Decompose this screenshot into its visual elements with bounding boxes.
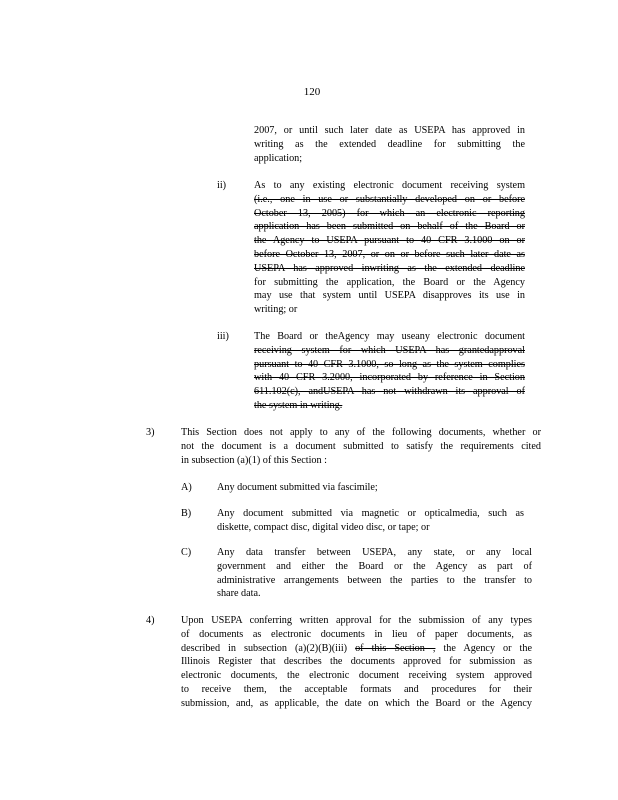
text-line: in subsection (a)(1) of this Section : xyxy=(181,454,327,466)
item-marker-ii: ii) xyxy=(217,180,227,191)
text-line: Any data transfer between USEPA, any state, or any local xyxy=(217,547,532,558)
struck-text-line: the system in writing. xyxy=(254,399,343,411)
text-line: writing as the extended deadline for submitting the xyxy=(254,138,525,150)
struck-text-line: October 13, 2005) for which an electronic reporting xyxy=(254,207,525,219)
text-line: to receive them, the acceptable formats and procedures for their xyxy=(181,683,532,695)
item-c-paragraph xyxy=(217,546,532,601)
page-number: 120 xyxy=(303,86,321,98)
item-marker-4: 4) xyxy=(146,615,155,626)
struck-text-line: with 40 CFR 3.2000, incorporated by reference in Section xyxy=(254,372,525,384)
struck-text-line: before October 13, 2007, or on or before such later date as xyxy=(254,248,525,260)
text-line: writing; or xyxy=(254,304,298,316)
text-line: administrative arrangements between the parties to the transfer to xyxy=(217,574,532,586)
text-run: described in subsection (a)(2)(B)(iii) xyxy=(181,642,348,654)
text-line: submission, and, as applicable, the date on which the Board or the Agency xyxy=(181,697,532,709)
item-a-paragraph xyxy=(217,481,541,495)
text-line: not the document is a document submitted to satisfy the requirements cited xyxy=(181,440,541,452)
item-4-paragraph xyxy=(181,614,532,711)
text-line: As to any existing electronic document receiving system xyxy=(254,180,525,191)
text-line: for submitting the application, the Board or the Agency xyxy=(254,276,525,288)
text-line: may use that system until USEPA disapproves its use in xyxy=(254,290,525,302)
item-marker-3: 3) xyxy=(146,427,155,438)
text-line: The Board or theAgency may useany electronic document xyxy=(254,331,525,342)
item-ii-paragraph xyxy=(254,179,525,317)
text-line: Any document submitted via fascimile; xyxy=(217,482,378,493)
text-line: Illinois Register that describes the documents approved for submission as xyxy=(181,656,532,668)
item-marker-c: C) xyxy=(181,547,192,558)
struck-text-line: receiving system for which USEPA has grantedapproval xyxy=(254,344,525,356)
text-line: Upon USEPA conferring written approval for the submission of any types xyxy=(181,615,532,626)
continuation-paragraph xyxy=(254,124,525,165)
text-line: 2007, or until such later date as USEPA has approved in xyxy=(254,125,525,136)
item-3-paragraph xyxy=(181,426,541,467)
text-line: of documents as electronic documents in lieu of paper documents, as xyxy=(181,628,532,640)
text-line xyxy=(181,642,532,656)
text-line: Any document submitted via magnetic or opticalmedia, such as xyxy=(217,508,524,519)
text-line: application; xyxy=(254,152,303,164)
struck-text-line: (i.e., one in use or substantially developed on or before xyxy=(254,193,525,205)
item-marker-iii: iii) xyxy=(217,331,229,342)
text-run: the Agency or the xyxy=(443,642,532,654)
text-line: diskette, compact disc, digital video disc, or tape; or xyxy=(217,521,430,533)
struck-text-line: application has been submitted on behalf of the Board or xyxy=(254,221,525,233)
text-line: electronic documents, the electronic document receiving system approved xyxy=(181,670,532,682)
text-line: share data. xyxy=(217,588,261,600)
item-b-paragraph xyxy=(217,507,524,535)
struck-text-line: the Agency to USEPA pursuant to 40 CFR 3.1000 on or xyxy=(254,235,525,247)
struck-text-run: of this Section , xyxy=(355,642,436,654)
item-iii-paragraph xyxy=(254,330,525,413)
item-marker-a: A) xyxy=(181,482,192,493)
text-line: government and either the Board or the Agency as part of xyxy=(217,560,532,572)
item-marker-b: B) xyxy=(181,508,192,519)
struck-text-line: pursuant to 40 CFR 3.1000, so long as the system complies xyxy=(254,358,525,370)
text-line: This Section does not apply to any of the following documents, whether or xyxy=(181,427,541,438)
struck-text-line: 611.102(c), andUSEPA has not withdrawn its approval of xyxy=(254,386,525,398)
struck-text-line: USEPA has approved inwriting as the extended deadline xyxy=(254,262,525,274)
